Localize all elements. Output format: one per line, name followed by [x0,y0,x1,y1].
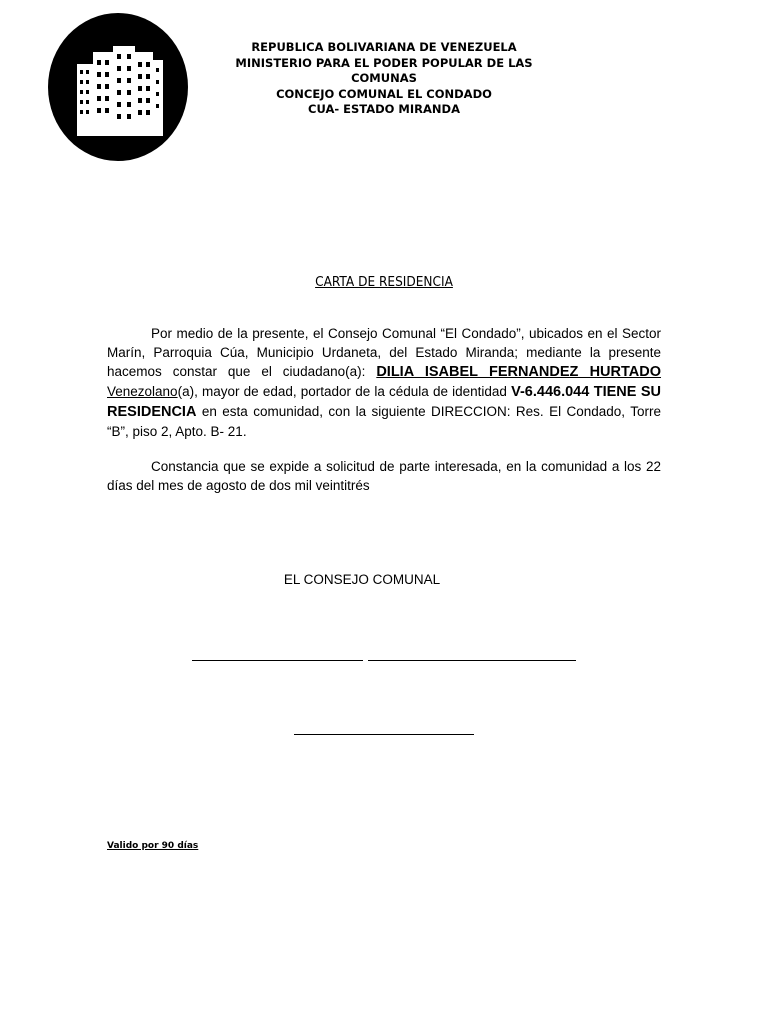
document-title: CARTA DE RESIDENCIA [315,274,453,290]
buildings-logo [47,12,189,162]
validity-note: Valido por 90 días [107,841,199,851]
issuance-text: Constancia que se expide a solicitud de parte interesada, en la comunidad a los 22 días del mes de agosto de dos mil veintitrés [107,459,661,493]
header-line-council: CONCEJO COMUNAL EL CONDADO [276,86,492,101]
statement-middle-text: (a), mayor de edad, portador de la cédula de identidad [177,384,512,399]
header-line-ministry: MINISTERIO PARA EL PODER POPULAR DE LAS [235,55,533,70]
signature-line-left [192,660,363,661]
letterhead [200,40,568,118]
signature-line-center [294,734,474,735]
council-signature-label: EL CONSEJO COMUNAL [283,572,441,587]
statement-address-text: en esta comunidad, con la siguiente DIRECCION: Res. El Condado, Torre “B”, piso 2, Apto. B- 21. [107,404,661,439]
residence-statement-paragraph [107,324,661,441]
header-line-republic: REPUBLICA BOLIVARIANA DE VENEZUELA [251,40,517,54]
signature-line-right [368,660,576,661]
citizen-id-residence: V-6.446.044 TIENE SU RESIDENCIA [107,384,662,420]
statement-intro-text: Por medio de la presente, el Consejo Comunal “El Condado”, ubicados en el Sector Marín, Parroquia Cúa, Municipio Urdaneta, del Estado Miranda; mediante la presente hacemos constar que el ciudadano(a): [107,326,661,379]
citizen-name: DILIA ISABEL FERNANDEZ HURTADO [376,364,662,380]
header-line-comunas: COMUNAS [351,71,417,85]
citizen-nationality: Venezolano [107,384,178,399]
issuance-paragraph [107,457,661,495]
header-line-location: CUA- ESTADO MIRANDA [308,102,460,116]
